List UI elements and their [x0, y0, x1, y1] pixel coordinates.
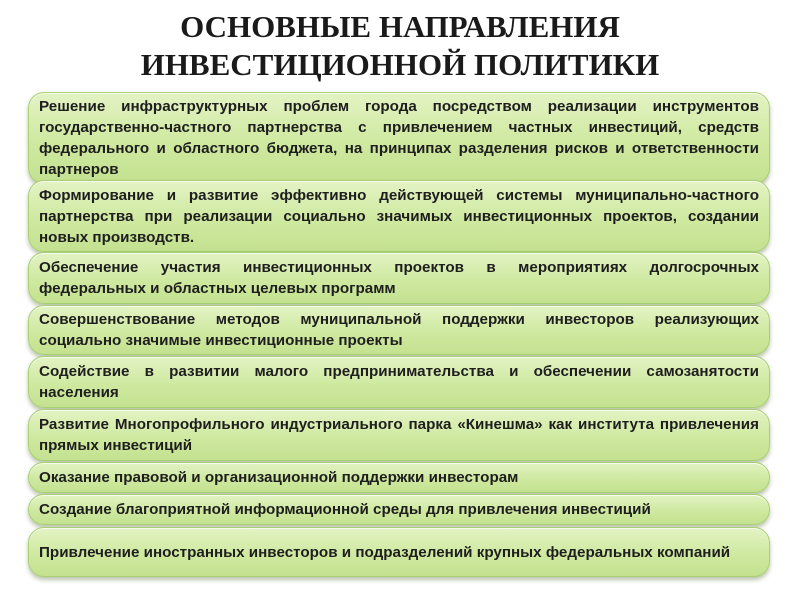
direction-item-6-text: Развитие Многопрофильного индустриального парка «Кинешма» как института привлечения прямых инвестиций	[39, 416, 759, 454]
page-title-line-1: ОСНОВНЫЕ НАПРАВЛЕНИЯ	[180, 9, 620, 44]
direction-item-5	[28, 356, 770, 408]
direction-item-9-text: Привлечение иностранных инвесторов и подразделений крупных федеральных компаний	[39, 543, 731, 561]
direction-item-9	[28, 527, 770, 577]
direction-item-1-text: Решение инфраструктурных проблем города посредством реализации инструментов государственно-частного партнерства с привлечением частных инвестиций, средств федерального и областного бюджета, на принципах разделения рисков и ответственности партнеров	[39, 98, 759, 178]
direction-item-7-text: Оказание правовой и организационной поддержки инвесторам	[39, 469, 519, 486]
direction-item-8-text: Создание благоприятной информационной среды для привлечения инвестиций	[39, 501, 651, 518]
direction-item-2-text: Формирование и развитие эффективно действующей системы муниципально-частного партнерства при реализации социально значимых инвестиционных проектов, создании новых производств.	[39, 186, 759, 246]
page-title	[0, 8, 800, 84]
direction-item-7	[28, 462, 770, 493]
direction-item-5-text: Содействие в развитии малого предпринимательства и обеспечении самозанятости населения	[39, 363, 759, 401]
direction-item-4-text: Совершенствование методов муниципальной поддержки инвесторов реализующих социально значимые инвестиционные проекты	[39, 311, 759, 349]
direction-item-3	[28, 252, 770, 304]
direction-item-1	[28, 92, 770, 184]
direction-item-8	[28, 494, 770, 525]
direction-item-2	[28, 180, 770, 252]
page-title-line-2: ИНВЕСТИЦИОННОЙ ПОЛИТИКИ	[140, 47, 660, 82]
direction-item-6	[28, 409, 770, 461]
direction-item-4	[28, 305, 770, 355]
direction-item-3-text: Обеспечение участия инвестиционных проектов в мероприятиях долгосрочных федеральных и областных целевых программ	[39, 259, 759, 297]
